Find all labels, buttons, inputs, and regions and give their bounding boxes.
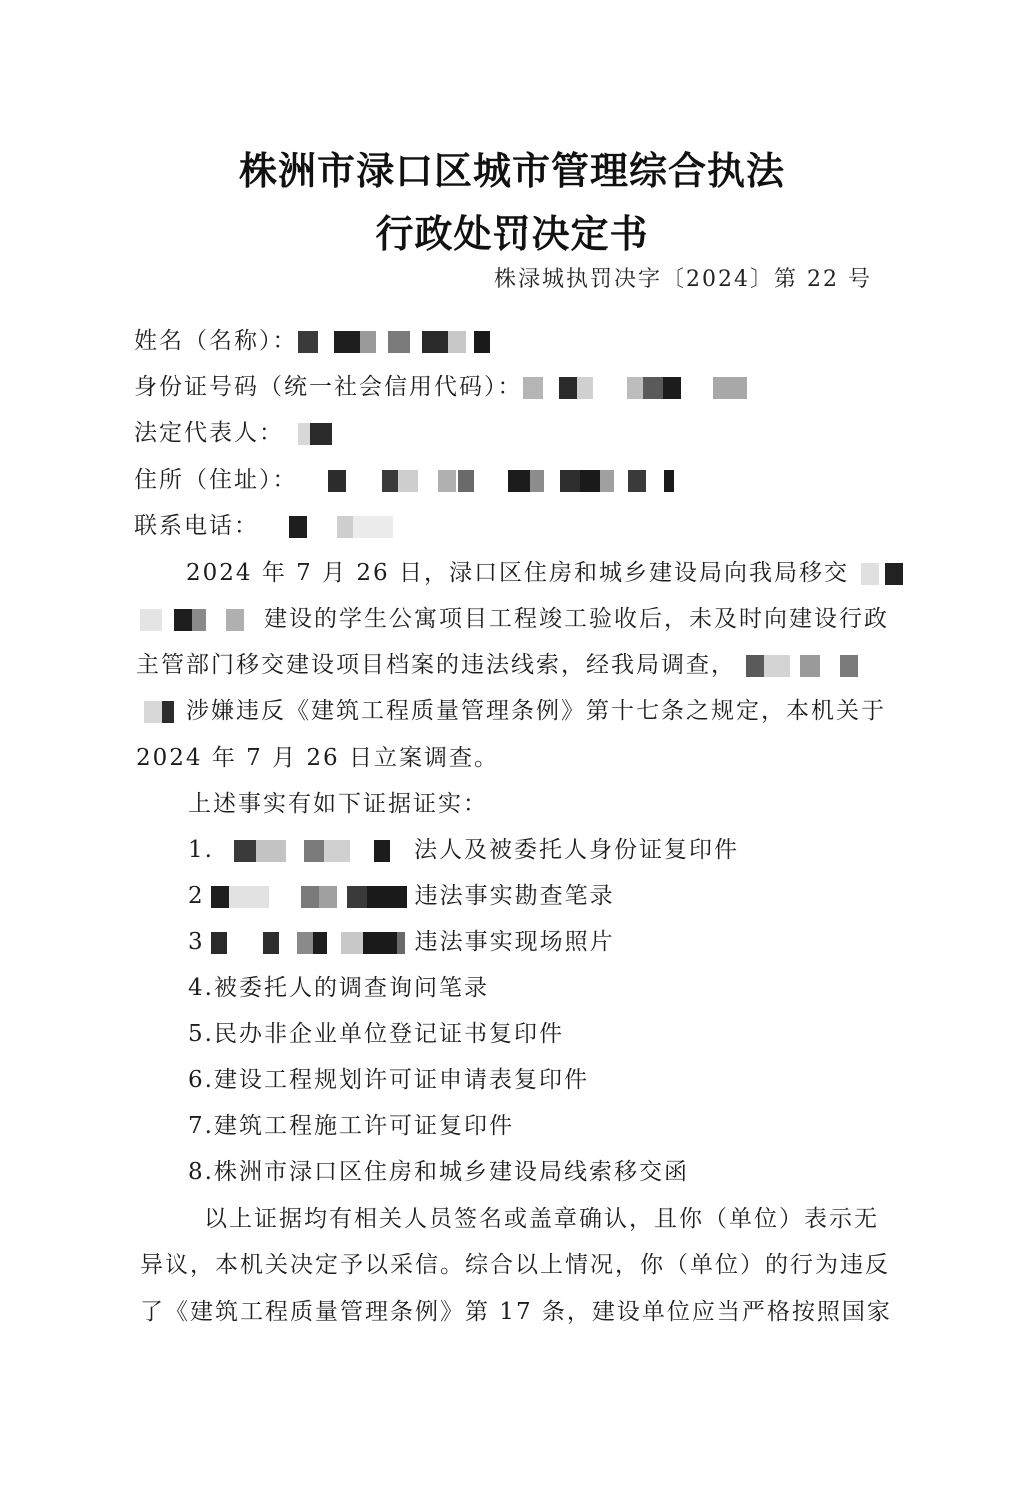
legal-rep-label: 法定代表人： bbox=[134, 420, 284, 446]
paragraph1-line4: 涉嫌违反《建筑工程质量管理条例》第十七条之规定，本机关于 bbox=[136, 694, 886, 728]
redacted-party-3 bbox=[136, 701, 186, 723]
paragraph2-line1: 以上证据均有相关人员签名或盖章确认，且你（单位）表示无 bbox=[204, 1206, 879, 1232]
evidence-item-7: 7.建筑工程施工许可证复印件 bbox=[188, 1113, 514, 1139]
address-label: 住所（住址）： bbox=[134, 467, 298, 493]
paragraph1-line2: 建设的学生公寓项目工程竣工验收后，未及时向建设行政 bbox=[136, 602, 889, 636]
redacted-address bbox=[298, 470, 708, 492]
name-field-row bbox=[134, 324, 498, 358]
redacted-party bbox=[849, 563, 909, 585]
evidence-item-3: 3 违法事实现场照片 bbox=[188, 929, 615, 955]
redacted-id bbox=[523, 377, 763, 399]
redacted-evidence-2 bbox=[205, 886, 415, 908]
redacted-party-2 bbox=[736, 655, 886, 677]
paragraph2-line2: 异议，本机关决定予以采信。综合以上情况，你（单位）的行为违反 bbox=[140, 1252, 890, 1278]
evidence-item-2: 2 违法事实勘查笔录 bbox=[188, 883, 615, 909]
redacted-evidence-1 bbox=[214, 840, 414, 862]
paragraph1-line3: 主管部门移交建设项目档案的违法线索，经我局调查， bbox=[136, 648, 886, 682]
evidence-item-1: 1. 法人及被委托人身份证复印件 bbox=[188, 837, 739, 863]
name-label: 姓名（名称）： bbox=[134, 328, 298, 354]
evidence-item-6: 6.建设工程规划许可证申请表复印件 bbox=[188, 1067, 589, 1093]
redacted-project-owner bbox=[136, 609, 264, 631]
redacted-legal-rep bbox=[284, 423, 344, 445]
id-field-row bbox=[134, 370, 763, 404]
id-label: 身份证号码（统一社会信用代码）： bbox=[134, 374, 523, 400]
phone-field-row bbox=[134, 509, 419, 543]
paragraph1-line1: 2024 年 7 月 26 日，渌口区住房和城乡建设局向我局移交 bbox=[186, 556, 909, 590]
evidence-item-5: 5.民办非企业单位登记证书复印件 bbox=[188, 1021, 564, 1047]
address-field-row bbox=[134, 463, 708, 497]
legal-rep-field-row bbox=[134, 416, 344, 450]
document-title-line2: 行政处罚决定书 bbox=[375, 211, 649, 256]
redacted-name bbox=[298, 331, 498, 353]
document-title-line1: 株洲市渌口区城市管理综合执法 bbox=[238, 148, 785, 193]
evidence-intro: 上述事实有如下证据证实： bbox=[188, 791, 488, 817]
phone-label: 联系电话： bbox=[134, 513, 259, 539]
paragraph2-line3: 了《建筑工程质量管理条例》第 17 条，建设单位应当严格按照国家 bbox=[140, 1299, 892, 1325]
redacted-evidence-3 bbox=[205, 932, 415, 954]
redacted-phone bbox=[259, 516, 419, 538]
paragraph1-line5: 2024 年 7 月 26 日立案调查。 bbox=[136, 745, 499, 771]
document-number: 株渌城执罚决字〔2024〕第 22 号 bbox=[494, 267, 872, 292]
evidence-item-4: 4.被委托人的调查询问笔录 bbox=[188, 975, 489, 1001]
evidence-item-8: 8.株洲市渌口区住房和城乡建设局线索移交函 bbox=[188, 1159, 689, 1185]
